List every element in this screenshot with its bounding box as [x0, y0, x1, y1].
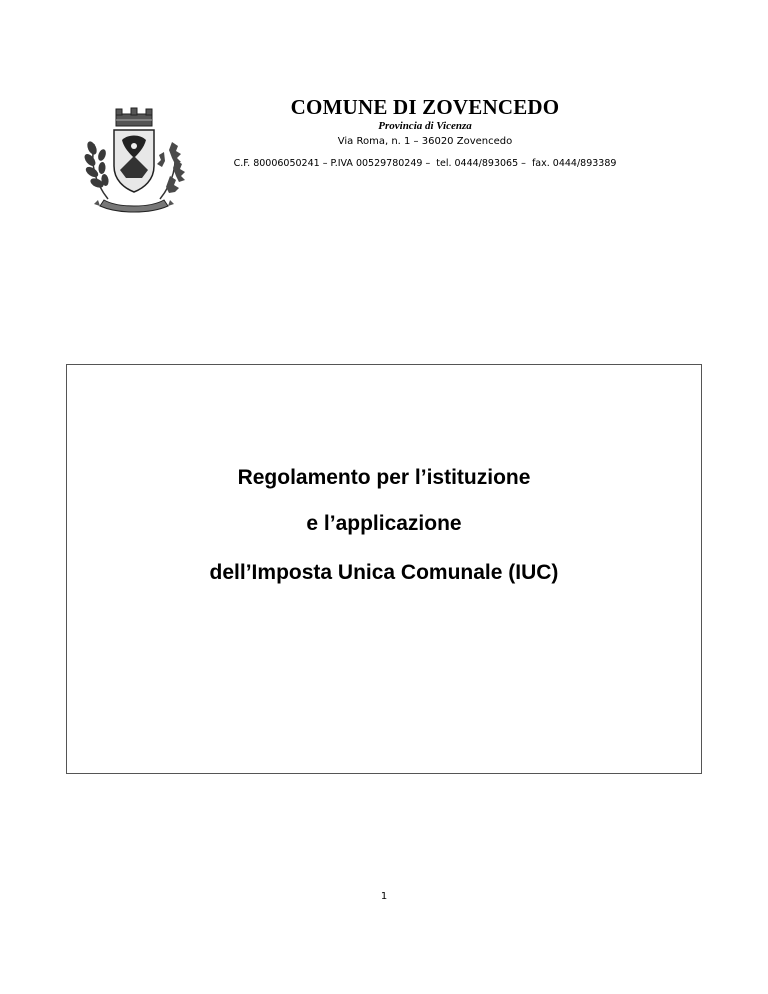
address-line: Via Roma, n. 1 – 36020 Zovencedo [337, 136, 513, 147]
title-line-1: Regolamento per l’istituzione [237, 466, 531, 489]
title-line-3: dell’Imposta Unica Comunale (IUC) [209, 561, 559, 584]
provincia-label: Provincia di Vicenza [378, 120, 472, 132]
comune-name: COMUNE DI ZOVENCEDO [290, 95, 560, 119]
page-number: 1 [380, 891, 388, 902]
ribbon-banner [94, 200, 174, 212]
mural-crown [116, 108, 152, 126]
coat-of-arms-icon [78, 104, 190, 216]
letterhead [190, 95, 660, 149]
title-line-2: e l’applicazione [306, 512, 462, 535]
right-oak-branch [157, 142, 185, 199]
fiscal-contact-line: C.F. 80006050241 – P.IVA 00529780249 – tel. 0444/893065 – fax. 0444/893389 [233, 158, 617, 169]
left-laurel-branch [82, 140, 109, 199]
document-title-box [66, 364, 702, 774]
